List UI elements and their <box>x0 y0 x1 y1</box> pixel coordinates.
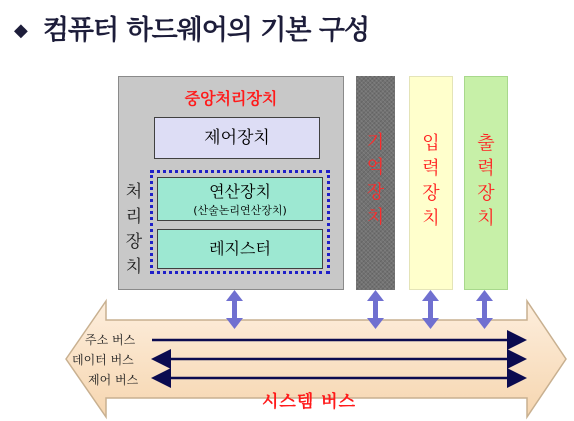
input-label-char: 장 <box>422 183 440 204</box>
alu-box <box>157 177 323 221</box>
memory-label-char: 억 <box>366 157 385 178</box>
alu-name: 연산장치 <box>209 182 271 201</box>
processing-unit-char: 장 <box>125 232 143 252</box>
control-unit-box: 제어장치 <box>154 117 320 159</box>
processing-unit-label <box>124 180 144 280</box>
alu-subtitle: (산술논리연산장치) <box>193 204 287 217</box>
system-bus-label: 시스템 버스 <box>262 392 357 412</box>
data-bus-label: 데이터 버스 <box>72 353 134 367</box>
input-label-char: 치 <box>422 208 440 229</box>
output-unit <box>464 76 508 290</box>
address-bus-label: 주소 버스 <box>85 333 136 347</box>
memory-label-char: 장 <box>366 182 385 203</box>
memory-label-char: 기 <box>366 132 385 153</box>
memory-unit <box>356 76 395 290</box>
cpu-label: 중앙처리장치 <box>184 89 278 108</box>
diamond-bullet-icon: ◆ <box>14 20 27 41</box>
output-label-char: 출 <box>477 133 495 154</box>
input-unit <box>409 76 453 290</box>
input-label-char: 입 <box>422 133 440 154</box>
page-title-text: 컴퓨터 하드웨어의 기본 구성 <box>42 15 370 46</box>
input-label-char: 력 <box>422 158 440 179</box>
output-label-char: 치 <box>477 208 495 229</box>
processing-unit-char: 처 <box>125 182 143 202</box>
output-label-char: 력 <box>477 158 495 179</box>
memory-label-char: 치 <box>366 207 385 228</box>
processing-unit-char: 리 <box>125 207 143 227</box>
output-label-char: 장 <box>477 183 495 204</box>
control-bus-label: 제어 버스 <box>88 373 139 387</box>
register-box: 레지스터 <box>157 229 323 269</box>
processing-unit-char: 치 <box>125 257 143 277</box>
